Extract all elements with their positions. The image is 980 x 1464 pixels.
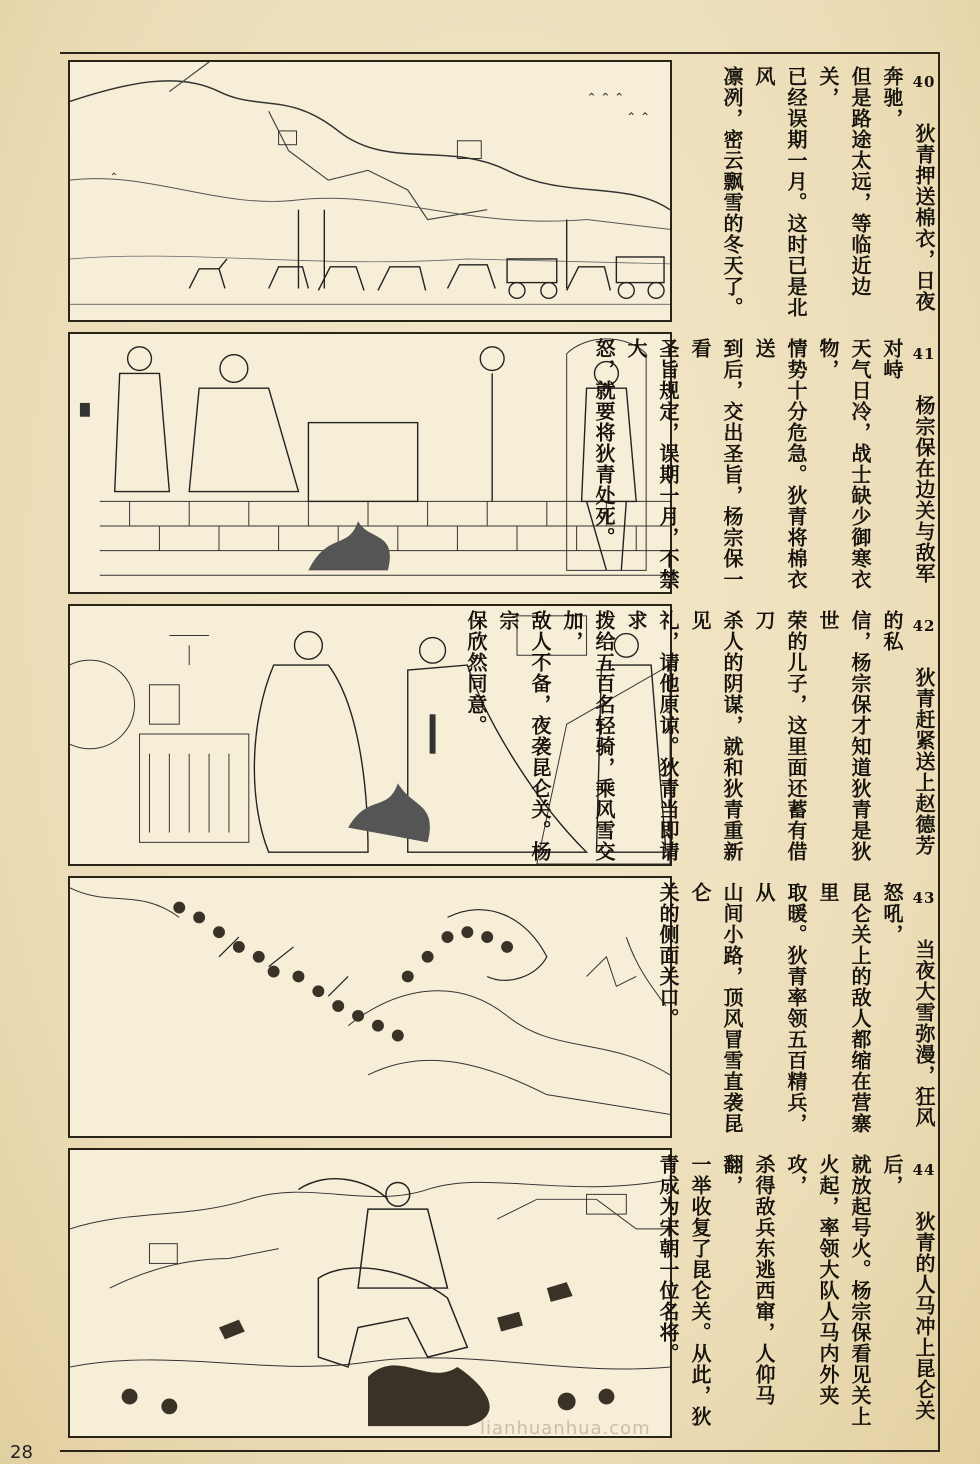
svg-text:⌃ ⌃ ⌃: ⌃ ⌃ ⌃ — [586, 90, 625, 105]
caption-42 — [464, 610, 940, 868]
great-wall-convoy-drawing — [70, 62, 670, 320]
caption-line: 取暖。狄青率领五百精兵，从 — [752, 882, 808, 1134]
caption-line: 保欣然同意。 — [464, 610, 488, 736]
battle-charge-drawing — [70, 1150, 670, 1436]
caption-line: 圣旨规定，误期一月，不禁大 — [624, 338, 680, 590]
caption-line: 荣的儿子，这里面还蓄有借刀 — [752, 610, 808, 862]
caption-line: 杀得敌兵东逃西窜，人仰马翻， — [720, 1154, 776, 1406]
caption-line: 狄青的人马冲上昆仑关后， — [880, 1154, 936, 1421]
svg-text:⌃: ⌃ — [109, 172, 119, 184]
illustration-40 — [68, 60, 672, 322]
caption-line: 到后，交出圣旨，杨宗保一看 — [688, 338, 744, 590]
illustration-41 — [68, 332, 672, 594]
panel-number: 41 — [912, 345, 936, 363]
illustration-44 — [68, 1148, 672, 1438]
panel-row-44 — [60, 1148, 940, 1444]
caption-line: 礼，请他原谅。狄青当即请求 — [624, 610, 680, 862]
panel-number: 40 — [912, 73, 936, 91]
caption-line: 狄青押送棉衣，日夜奔驰， — [880, 66, 936, 312]
caption-line: 山间小路，顶风冒雪直袭昆仑 — [688, 882, 744, 1134]
caption-line: 但是路途太远，等临近边关， — [816, 66, 872, 297]
caption-line: 信，杨宗保才知道狄青是狄世 — [816, 610, 872, 862]
panel-row-43 — [60, 876, 940, 1140]
caption-line: 当夜大雪弥漫，狂风怒吼， — [880, 882, 936, 1128]
night-raid-mountain-drawing — [70, 878, 670, 1136]
top-rule — [60, 52, 940, 54]
caption-line: 拨给五百名轻骑，乘风雪交加， — [560, 610, 616, 862]
caption-44 — [656, 1154, 940, 1444]
caption-41 — [592, 338, 940, 596]
caption-line: 天气日冷，战士缺少御寒衣物， — [816, 338, 872, 590]
panel-row-42 — [60, 604, 940, 868]
caption-line: 就放起号火。杨宗保看见关上 — [848, 1154, 872, 1427]
bottom-rule — [60, 1450, 940, 1452]
caption-line: 杨宗保在边关与敌军对峙 — [880, 338, 936, 584]
panel-row-41 — [60, 332, 940, 596]
caption-40 — [700, 66, 940, 324]
caption-line: 杀人的阴谋，就和狄青重新见 — [688, 610, 744, 862]
watermark: lianhuanhua.com — [480, 1418, 651, 1439]
general-on-throne-drawing — [70, 334, 670, 592]
caption-43 — [656, 882, 940, 1140]
page-number: 28 — [10, 1442, 33, 1463]
svg-text:⌃ ⌃: ⌃ ⌃ — [626, 110, 651, 125]
caption-line: 凛冽，密云飘雪的冬天了。 — [720, 66, 744, 318]
panel-number: 42 — [912, 617, 936, 635]
illustration-43 — [68, 876, 672, 1138]
panel-number: 43 — [912, 889, 936, 907]
caption-line: 怒，就要将狄青处死。 — [592, 338, 616, 548]
caption-line: 火起，率领大队人马内外夹攻， — [784, 1154, 840, 1406]
caption-line: 昆仑关上的敌人都缩在营寨里 — [816, 882, 872, 1134]
caption-line: 狄青赶紧送上赵德芳的私 — [880, 610, 936, 856]
caption-line: 一举收复了昆仑关。从此，狄 — [688, 1154, 712, 1427]
panel-number: 44 — [912, 1161, 936, 1179]
caption-line: 青成为宋朝一位名将。 — [656, 1154, 680, 1364]
panel-row-40 — [60, 60, 940, 324]
caption-line: 关的侧面关口。 — [656, 882, 680, 1029]
caption-line: 敌人不备，夜袭昆仑关。杨宗 — [496, 610, 552, 862]
caption-line: 已经误期一月。这时已是北风 — [752, 66, 808, 318]
caption-line: 情势十分危急。狄青将棉衣送 — [752, 338, 808, 590]
